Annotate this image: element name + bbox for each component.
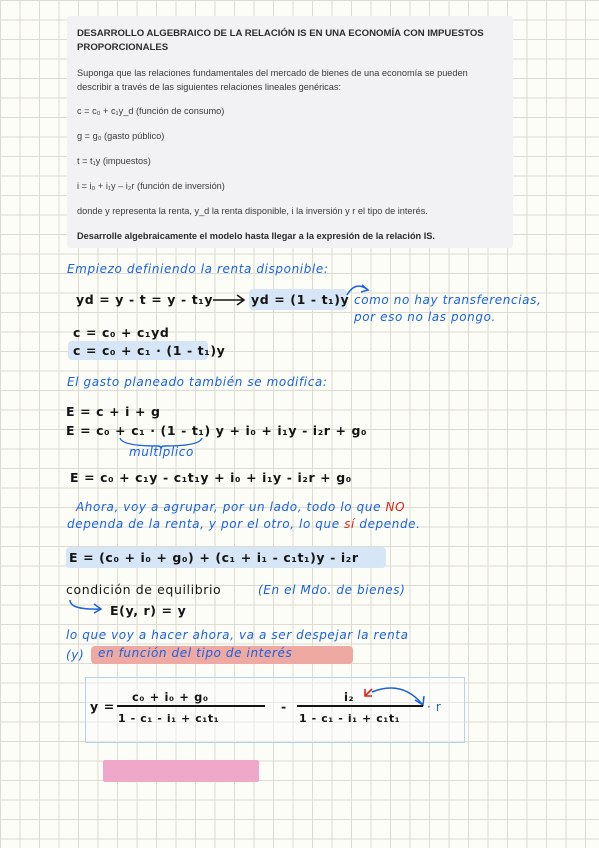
is-denominator-2: 1 - c₁ - i₁ + c₁t₁: [299, 712, 401, 725]
yd-note-2: por eso no las pongo.: [354, 310, 496, 324]
gasto-eq-2-post: y + i₀ + i₁y - i₂r + g₀: [215, 423, 368, 438]
problem-card: [67, 16, 513, 248]
eq-gasto: g = g₀ (gasto público): [77, 131, 165, 141]
equilibrio-paren: (En el Mdo. de bienes): [258, 583, 406, 597]
step3-line-1: [76, 500, 405, 514]
is-numerator-2: i₂: [344, 690, 355, 704]
consumo-eq-1: c = c₀ + c₁yd: [73, 325, 170, 340]
despejar-highlight-text: en función del tipo de interés: [98, 646, 293, 660]
step3-si-word: sí: [344, 517, 355, 531]
step1-heading: Empiezo definiendo la renta disponible:: [67, 262, 329, 276]
consumo-eq-2: c = c₀ + c₁ · (1 - t₁)y: [73, 343, 226, 358]
is-minus: -: [281, 699, 287, 714]
gasto-eq-1: E = c + i + g: [66, 404, 161, 419]
yd-derivation: yd = y - t = y - t₁y: [76, 292, 214, 307]
problem-task: Desarrolle algebraicamente el modelo hasta llegar a la expresión de la relación IS.: [77, 231, 435, 241]
yd-note-1: como no hay transferencias,: [354, 293, 542, 307]
problem-title: DESARROLLO ALGEBRAICO DE LA RELACIÓN IS EN UNA ECONOMÍA CON IMPUESTOS PROPORCIONALES: [77, 28, 484, 53]
gasto-eq-2-c1: c₁ · (1 - t₁): [131, 423, 211, 438]
grouped-eq: E = (c₀ + i₀ + g₀) + (c₁ + i₁ - c₁t₁)y - i₂r: [69, 550, 359, 565]
step3-line-2-text: dependa de la renta, y por el otro, lo que: [67, 517, 340, 531]
problem-definitions: donde y representa la renta, y_d la renta disponible, i la inversión y r el tipo de interés.: [77, 206, 428, 216]
eq-consumo: c = c₀ + c₁y_d (función de consumo): [77, 106, 225, 116]
hook-arrow-icon: [68, 598, 106, 618]
despejar-line-1: lo que voy a hacer ahora, va a ser despejar la renta: [66, 628, 409, 642]
pink-highlight-block: [103, 760, 259, 782]
step3-no-word: NO: [385, 500, 406, 514]
is-times-r: · r: [427, 700, 442, 714]
eq-inversion: i = i₀ + i₁y – i₂r (función de inversión): [77, 181, 225, 191]
is-fraction-line-1: [117, 705, 265, 707]
gasto-eq-2: [66, 423, 367, 438]
step2-heading: El gasto planeado también se modifica:: [67, 375, 328, 389]
step3-line-2-end: depende.: [359, 517, 421, 531]
step3-line-2: [67, 517, 421, 531]
gasto-eq-2-pre: E = c₀ +: [66, 423, 127, 438]
multiplico-note: multiplico: [129, 445, 194, 459]
is-fraction-line-2: [297, 705, 423, 707]
equilibrio-eq: E(y, r) = y: [110, 603, 187, 618]
is-denominator-1: 1 - c₁ - i₁ + c₁t₁: [118, 712, 220, 725]
gasto-eq-3: E = c₀ + c₁y - c₁t₁y + i₀ + i₁y - i₂r + g₀: [70, 470, 352, 485]
problem-intro: Suponga que las relaciones fundamentales del mercado de bienes de una economía se pueden describir a través de las siguientes relaciones lineales genéricas:: [77, 68, 468, 92]
is-numerator-1: c₀ + i₀ + g₀: [132, 690, 209, 704]
is-y-equals: y =: [90, 699, 115, 714]
equilibrio-label: condición de equilibrio: [66, 582, 222, 597]
yd-result: yd = (1 - t₁)y: [251, 292, 350, 307]
arrow-right-icon: [213, 293, 247, 307]
despejar-y: (y): [66, 648, 85, 662]
step3-line-1-text: Ahora, voy a agrupar, por un lado, todo lo que: [76, 500, 382, 514]
eq-impuestos: t = t₁y (impuestos): [77, 156, 151, 166]
